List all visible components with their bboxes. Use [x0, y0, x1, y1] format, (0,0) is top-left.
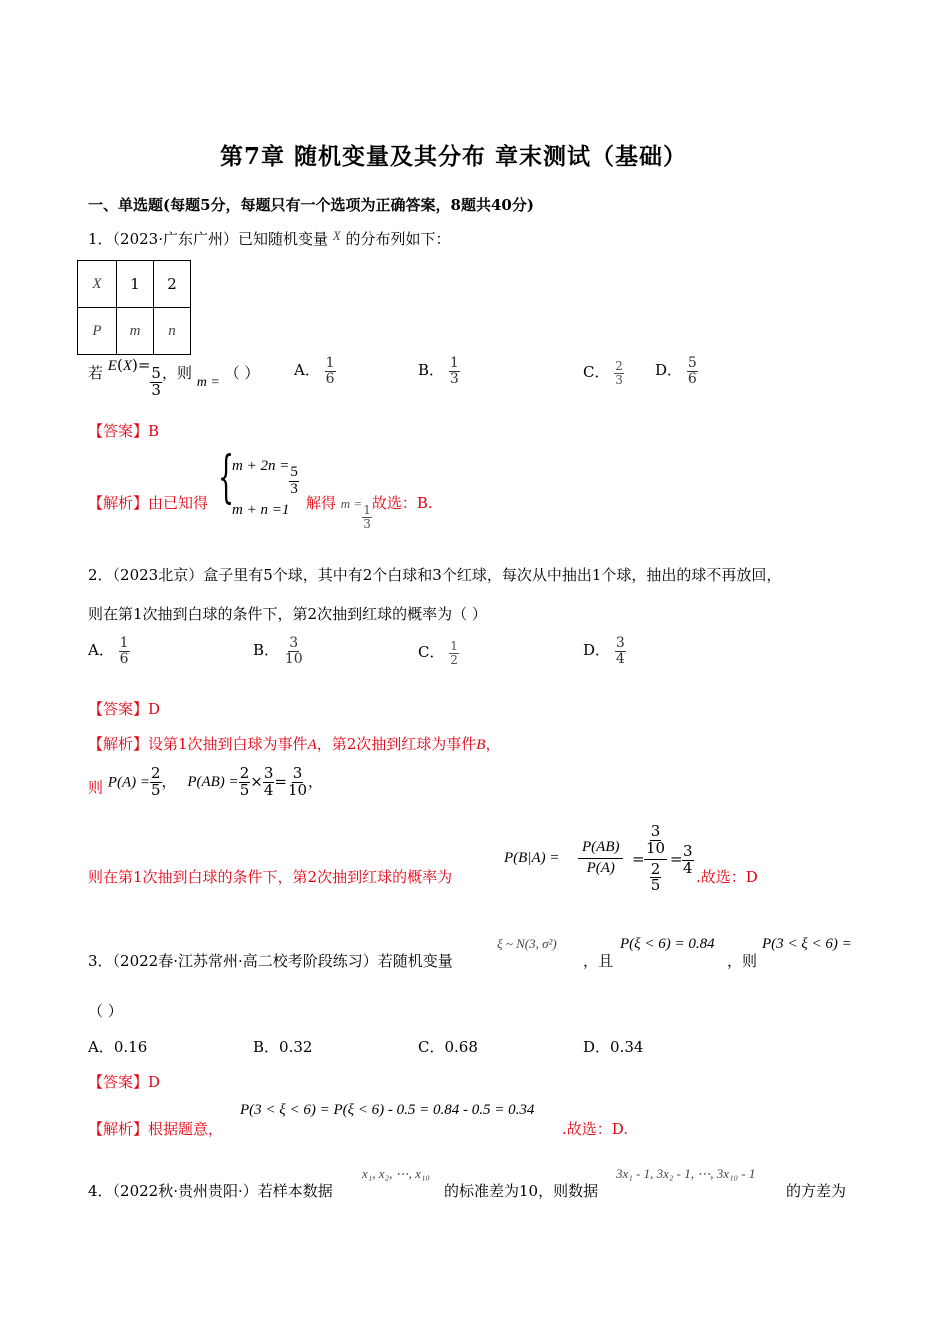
system-equation-2: m + n =1 — [232, 502, 290, 518]
probability-a: P(A) = — [107, 774, 150, 791]
analysis-tag: 【解析】 — [88, 1120, 149, 1138]
fraction: $\frac{1}{3}$ — [449, 355, 459, 387]
nested-fraction: $\frac{\frac{3}{10}}{\frac{2}{5}}$ — [646, 822, 666, 895]
section-heading: 一、单选题(每题5分，每题只有一个选项为正确答案，8题共40分) — [88, 196, 534, 214]
math-expression: m = — [340, 496, 363, 511]
answer-1 — [88, 420, 159, 441]
answer-paren: （ ） — [224, 364, 260, 382]
table-cell: 2 — [154, 261, 191, 308]
probability-condition: P(ξ < 6) = 0.84 — [620, 936, 715, 952]
answer-paren: （ ） — [88, 1002, 123, 1020]
answer-tag: 【答案】 — [88, 422, 149, 440]
event-a: A — [307, 737, 317, 753]
answer-2 — [88, 698, 160, 719]
question-text: 的标准差为10，则数据 — [444, 1182, 599, 1200]
table-cell: 1 — [117, 261, 154, 308]
table-cell: n — [154, 308, 191, 355]
analysis-3: 【解析】根据题意， — [88, 1120, 224, 1138]
answer-value: D — [148, 1073, 161, 1091]
question-text: ，且 — [583, 952, 614, 970]
fraction: $\frac{3}{4}$ — [683, 842, 693, 877]
sample-data: x₁, x₂, ⋯, x₁₀ — [362, 1166, 430, 1181]
expectation-var: X — [122, 358, 132, 374]
option-d: D．0.34 — [583, 1038, 644, 1056]
analysis-2-line2: 则 P(A) = $\frac{2}{5}$ ， P(AB) = $\frac{2}{5}$ × $\frac{3}{4}$ = $\frac{3}{10}$ ， — [88, 764, 324, 799]
question-text: （2023北京）盒子里有5个球，其中有2个白球和3个红球，每次从中抽出1个球，抽出的球不再放回， — [112, 566, 782, 584]
transformed-data: 3x₁ - 1, 3x₂ - 1, ⋯, 3x₁₀ - 1 — [616, 1166, 756, 1181]
probability-b-given-a: P(B|A) = — [504, 850, 560, 866]
fraction: $\frac{1}{6}$ — [119, 635, 129, 667]
option-b: B． $\frac{1}{3}$ — [418, 355, 459, 387]
fraction: $\frac{5}{3}$ — [290, 464, 298, 497]
analysis-suffix: .故选：D. — [562, 1120, 629, 1138]
analysis-formula: P(3 < ξ < 6) = P(ξ < 6) - 0.5 = 0.84 - 0.5 = 0.34 — [240, 1102, 535, 1118]
event-b: B — [476, 737, 486, 753]
option-a: A． $\frac{1}{6}$ — [294, 355, 335, 387]
question-text: 的方差为 — [786, 1182, 847, 1200]
option-d: D． $\frac{3}{4}$ — [583, 635, 625, 667]
answer-value: D — [148, 700, 161, 718]
analysis-tag: 【解析】 — [88, 735, 149, 753]
answer-3 — [88, 1071, 160, 1092]
left-brace: { — [218, 445, 235, 510]
fraction: $\frac{2}{5}$ — [239, 764, 250, 799]
analysis-1-result: 解得 m = $\frac{1}{3}$ 故选：B. — [306, 494, 433, 531]
question-4-stem — [88, 1180, 333, 1201]
distribution-table — [77, 260, 191, 355]
condition-prefix: 若 — [88, 364, 104, 382]
fraction: $\frac{5}{6}$ — [687, 355, 697, 387]
fraction: $\frac{3}{10}$ — [284, 635, 303, 667]
question-number: 2． — [88, 566, 113, 584]
system-equation-1: m + 2n = — [232, 458, 290, 474]
question-text: ，则 — [727, 952, 758, 970]
math-variable: X — [332, 228, 341, 243]
question-text: 的分布列如下： — [345, 230, 451, 248]
probability-query: P(3 < ξ < 6) = — [762, 936, 852, 952]
fraction: $\frac{1}{3}$ — [363, 503, 371, 531]
option-d: D． $\frac{5}{6}$ — [655, 355, 697, 387]
question-2-stem-line2: 则在第1次抽到白球的条件下，第2次抽到红球的概率为（ ） — [88, 605, 487, 623]
option-c: C． $\frac{1}{2}$ — [418, 639, 458, 667]
answer-tag: 【答案】 — [88, 700, 149, 718]
fraction: $\frac{3}{4}$ — [615, 635, 625, 667]
question-1-stem — [88, 228, 451, 249]
fraction: $\frac{P(AB)}{P(A)}$ — [578, 840, 623, 877]
question-2-stem — [88, 564, 781, 585]
fraction: $\frac{3}{10}$ — [287, 764, 308, 799]
answer-tag: 【答案】 — [88, 1073, 149, 1091]
option-a: A．0.16 — [88, 1038, 148, 1056]
answer-value: B — [148, 422, 160, 440]
math-expression: m = — [196, 375, 220, 390]
page-title: 第7章 随机变量及其分布 章末测试（基础） — [220, 143, 688, 170]
table-cell: P — [78, 308, 117, 355]
table-cell: X — [78, 261, 117, 308]
fraction: $\frac{1}{2}$ — [450, 639, 458, 667]
question-1-condition: 若 E(X)= $\frac{5}{3}$ ，则 m = （ ） — [88, 356, 260, 399]
option-c: C． $\frac{2}{3}$ — [583, 359, 623, 387]
question-number: 4． — [88, 1182, 113, 1200]
option-c: C．0.68 — [418, 1038, 478, 1056]
probability-ab: P(AB) = — [187, 774, 239, 791]
question-text: （2023·广东广州）已知随机变量 — [112, 230, 328, 248]
question-number: 1． — [88, 230, 113, 248]
question-text: （2022秋·贵州贵阳·）若样本数据 — [112, 1182, 333, 1200]
expectation-symbol: E — [107, 358, 117, 374]
option-b: B． $\frac{3}{10}$ — [253, 635, 303, 667]
analysis-1: 【解析】由已知得 — [88, 494, 209, 512]
fraction: $\frac{2}{5}$ — [150, 764, 161, 799]
fraction: $\frac{5}{3}$ — [151, 364, 161, 399]
table-cell: m — [117, 308, 154, 355]
fraction: $\frac{1}{6}$ — [325, 355, 335, 387]
fraction: $\frac{3}{4}$ — [263, 764, 274, 799]
question-3-stem — [88, 950, 453, 971]
analysis-tag: 【解析】 — [88, 494, 149, 512]
analysis-2: 【解析】设第1次抽到白球为事件A，第2次抽到红球为事件B， — [88, 735, 501, 753]
fraction: $\frac{2}{3}$ — [615, 359, 623, 387]
normal-distribution: ξ ~ N(3, σ²) — [497, 936, 557, 951]
condition-suffix: ，则 — [161, 364, 192, 382]
question-text: （2022春·江苏常州·高二校考阶段练习）若随机变量 — [112, 952, 453, 970]
question-number: 3． — [88, 952, 113, 970]
option-a: A． $\frac{1}{6}$ — [88, 635, 129, 667]
option-b: B．0.32 — [253, 1038, 313, 1056]
analysis-2-line3: 则在第1次抽到白球的条件下，第2次抽到红球的概率为 — [88, 868, 453, 886]
